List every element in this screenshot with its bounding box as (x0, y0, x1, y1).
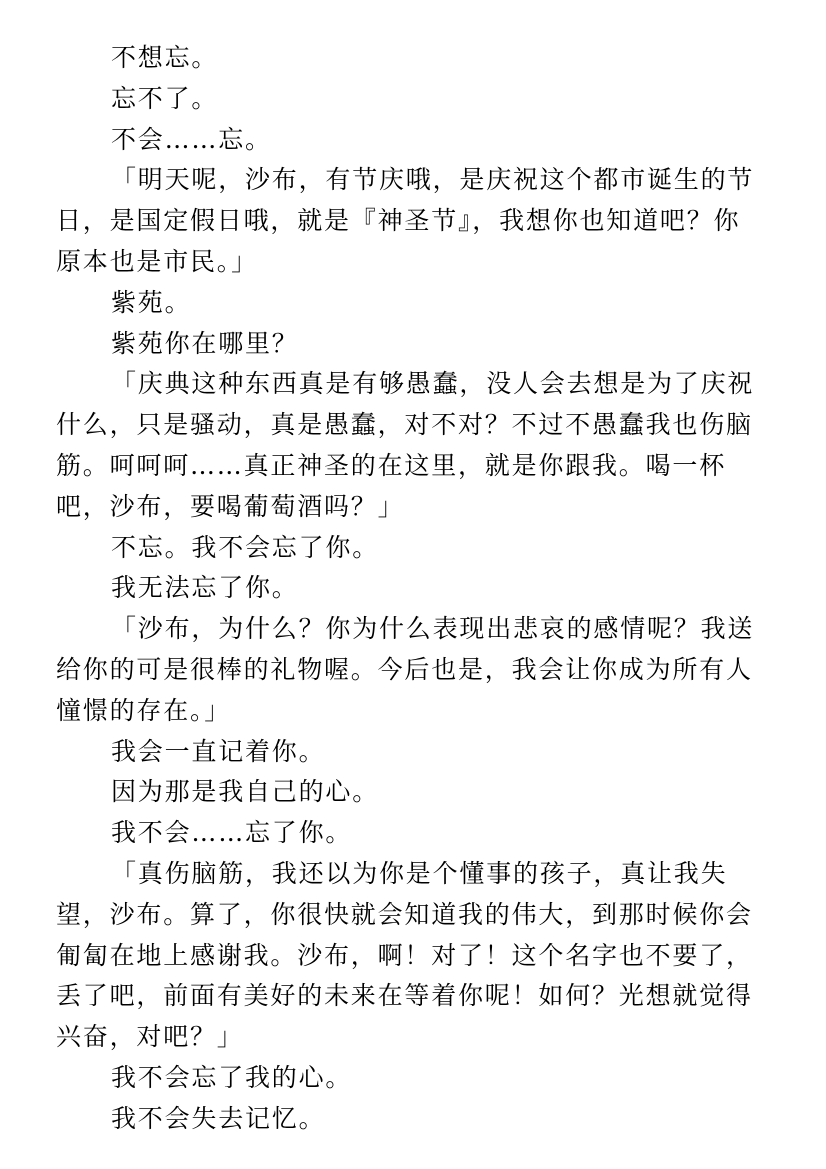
paragraph-16: 我不会失去记忆。 (111, 1103, 326, 1133)
document-page (56, 38, 756, 1140)
paragraph-3: 不会……忘。 (111, 124, 272, 154)
paragraph-9: 我无法忘了你。 (111, 573, 299, 603)
paragraph-6: 紫苑你在哪里？ (111, 328, 299, 358)
paragraph-1: 不想忘。 (111, 43, 219, 72)
paragraph-5: 紫苑。 (111, 287, 192, 317)
paragraph-15: 我不会忘了我的心。 (111, 1062, 353, 1092)
paragraph-7: 「庆典这种东西真是有够愚蠢，没人会去想是为了庆祝什么，只是骚动，真是愚蠢，对不对？不过不愚蠢我也伤脑筋。呵呵呵……真正神圣的在这里，就是你跟我。喝一杯吧，沙布，要喝葡萄酒吗？」 (56, 369, 755, 521)
paragraph-11: 我会一直记着你。 (111, 736, 326, 766)
paragraph-4: 「明天呢，沙布，有节庆哦，是庆祝这个都市诞生的节日，是国定假日哦，就是『神圣节』，我想你也知道吧？你原本也是市民。」 (56, 165, 755, 276)
paragraph-13: 我不会……忘了你。 (111, 818, 353, 848)
paragraph-14: 「真伤脑筋，我还以为你是个懂事的孩子，真让我失望，沙布。算了，你很快就会知道我的伟大，到那时候你会匍匐在地上感谢我。沙布，啊！对了！这个名字也不要了，丢了吧，前面有美好的未来在等着你呢！如何？光想就觉得兴奋，对吧？」 (56, 858, 753, 1052)
paragraph-2: 忘不了。 (111, 83, 219, 113)
paragraph-10: 「沙布，为什么？你为什么表现出悲哀的感情呢？我送给你的可是很棒的礼物喔。今后也是，我会让你成为所有人憧憬的存在。」 (56, 614, 755, 725)
paragraph-8: 不忘。我不会忘了你。 (111, 532, 380, 562)
paragraph-12: 因为那是我自己的心。 (111, 777, 380, 807)
